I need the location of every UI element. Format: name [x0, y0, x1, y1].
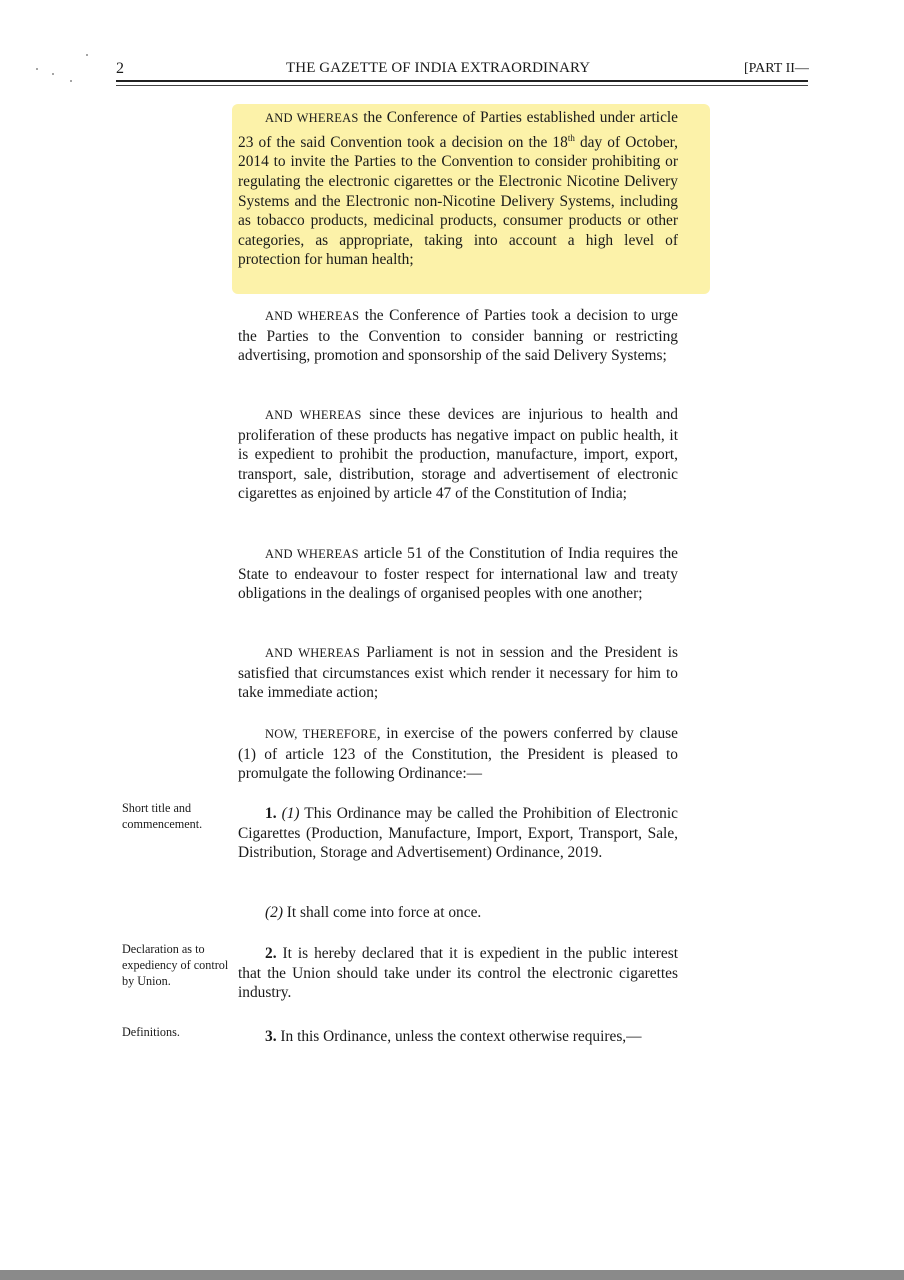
header-rule-thin: [116, 85, 808, 86]
section-3: [238, 1027, 678, 1047]
lead-words: AND WHEREAS: [265, 646, 361, 660]
lead-words: AND WHEREAS: [265, 111, 359, 125]
header-rule: [116, 80, 808, 82]
section-number: 2.: [265, 945, 277, 962]
subsection-number: (1): [281, 805, 300, 822]
page-number: 2: [116, 60, 124, 77]
gazette-header: [0, 58, 904, 82]
margin-note-definitions: Definitions.: [122, 1025, 180, 1039]
section-text: This Ordinance may be called the Prohibition of Electronic Cigarettes (Production, Manufacture, Import, Export, Transport, Sale, Distribution, Storage and Advertisement) Ordinance, 2019.: [238, 805, 678, 862]
paragraph-text: the Conference of Parties took a decision to urge the Parties to the Convention to consider banning or restricting advertising, promotion and sponsorship of the said Delivery Systems;: [238, 307, 679, 365]
section-number: 3.: [265, 1028, 277, 1045]
section-text: It is hereby declared that it is expedient in the public interest that the Union should take under its control the electronic cigarettes industry.: [238, 945, 678, 1002]
section-1: [238, 804, 678, 863]
subsection-number: (2): [265, 904, 283, 921]
enacting-paragraph: [238, 724, 678, 784]
paragraph-text: since these devices are injurious to health and proliferation of these products has negative impact on public health, it is expedient to prohibit the production, manufacture, import, export, transport, sale, distribution, storage and advertisement of electronic cigarettes as enjoined by article 47 of the Constitution of India;: [238, 406, 678, 503]
margin-note-short-title: Short title and commencement.: [122, 801, 203, 831]
ordinal-suffix: th: [567, 132, 575, 143]
lead-words: NOW, THEREFORE: [265, 727, 377, 741]
paragraph-text: article 51 of the Constitution of India requires the State to endeavour to foster respect for international law and treaty obligations in the dealings of organised peoples with one another;: [238, 545, 679, 603]
lead-words: AND WHEREAS: [265, 309, 360, 323]
paragraph-text: day of October, 2014 to invite the Parties to the Convention to consider prohibiting or regulating the electronic cigarettes or the Electronic Nicotine Delivery Systems and the Electronic non-Nicotine Delivery Systems, including as tobacco products, medicinal products, consumer products or other categories, as appropriate, taking into account a high level of protection for human health;: [238, 133, 679, 269]
preamble-paragraph: [238, 405, 678, 504]
preamble-paragraph: [238, 306, 678, 366]
section-text: In this Ordinance, unless the context otherwise requires,—: [276, 1028, 642, 1045]
gazette-title: THE GAZETTE OF INDIA EXTRAORDINARY: [286, 60, 591, 76]
preamble-paragraph: [238, 544, 678, 604]
preamble-paragraph: [238, 643, 678, 703]
paragraph-text: , in exercise of the powers conferred by clause (1) of article 123 of the Constitution, the President is pleased to promulgate the following Ordinance:—: [238, 725, 678, 783]
section-text: It shall come into force at once.: [282, 904, 482, 921]
paragraph-text: the Conference of Parties established under article 23 of the said Convention took a decision on the 18: [238, 109, 679, 151]
preamble-paragraph: [238, 108, 678, 270]
part-label: [PART II—: [744, 61, 809, 76]
section-2: [238, 944, 678, 1003]
section-number: 1.: [265, 805, 277, 822]
paragraph-text: Parliament is not in session and the President is satisfied that circumstances exist which render it necessary for him to take immediate action;: [238, 644, 678, 702]
margin-note-declaration: Declaration as to expediency of control by Union.: [122, 942, 229, 988]
lead-words: AND WHEREAS: [265, 408, 362, 422]
page-bottom-edge: [0, 1270, 904, 1280]
lead-words: AND WHEREAS: [265, 547, 359, 561]
scan-speck: [86, 54, 88, 56]
section-1-sub-2: [238, 903, 678, 923]
